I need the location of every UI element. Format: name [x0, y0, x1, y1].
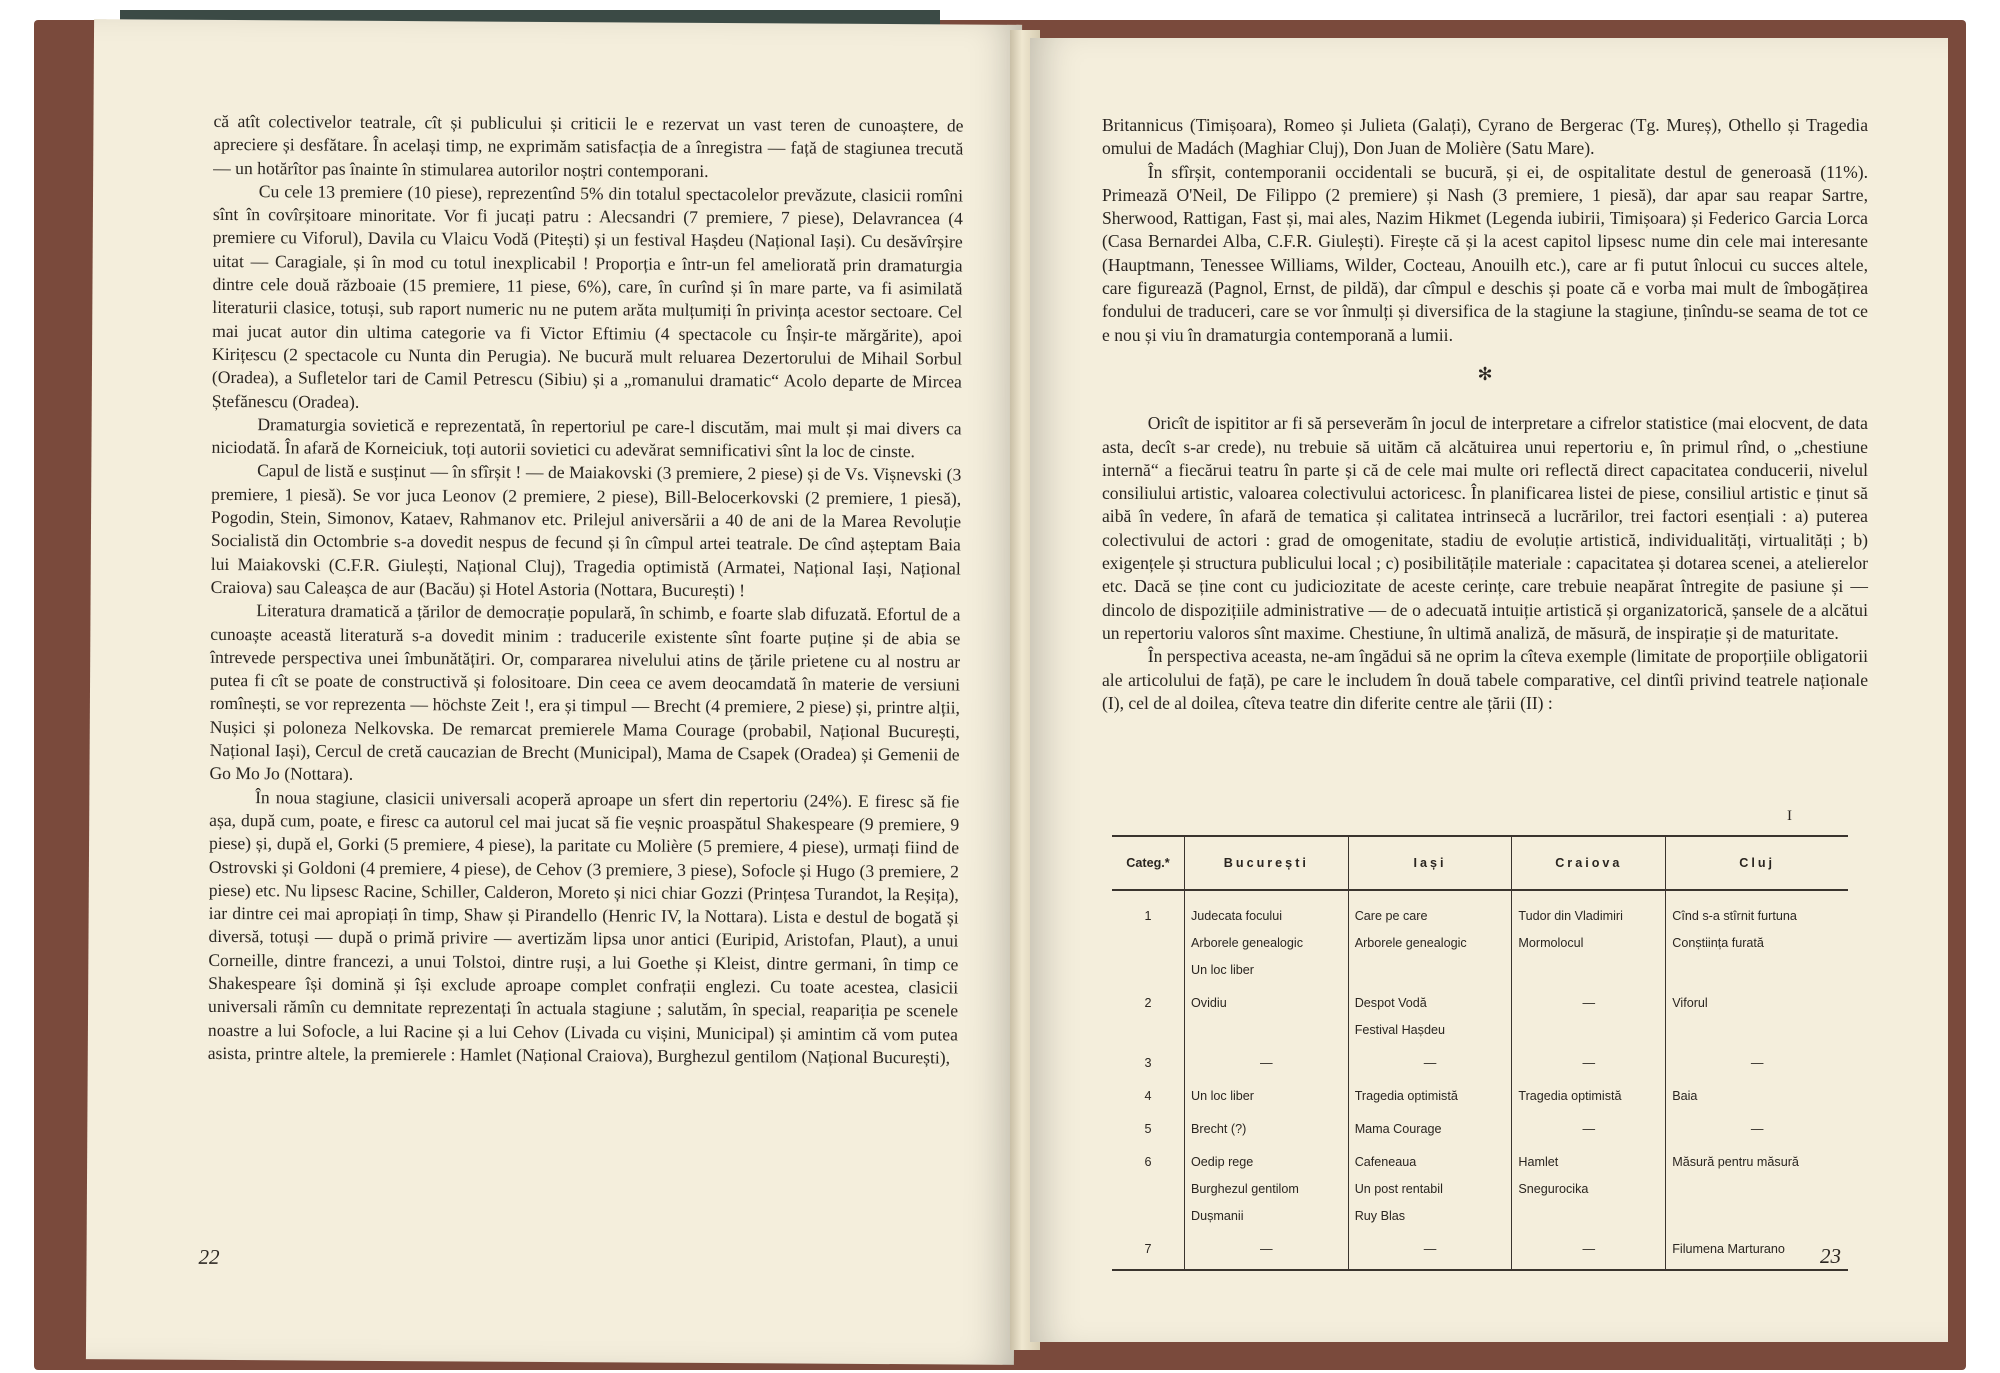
table-cell-line: Brecht (?): [1191, 1122, 1247, 1136]
table-header-cell: Craiova: [1512, 836, 1666, 890]
category-cell: 7: [1112, 1230, 1185, 1270]
table-cell: [1348, 1143, 1512, 1230]
paragraph: În noua stagiune, clasicii universali acoperă aproape un sfert din repertoriu (24%). E firesc să fie așa, după cum, poate, e firesc ca autorul cel mai jucat să fie veșnic proaspătul Shakespeare (9 premiere, 9 piese) și, după el, Gorki (5 premiere, 4 piese), la paritate cu Molière (5 premiere, 4 piese), urmați fiind de Ostrovski și Goldoni (4 premiere, 4 piese), de Cehov (3 premiere, 3 piese), Sofocle și Hugo (3 premiere, 2 piese) etc. Nu lipsesc Racine, Schiller, Calderon, Moreto și nici chiar Gozzi (Prințesa Turandot, la Reșița), iar dintre cei mai apropiați în timp, Shaw și Pirandello (Henric IV, la Nottara). Lista e destul de bogată și diversă, totuși — după o primă privire — avertizăm lipsa unor antici (Euripid, Aristofan, Plaut), a unui Corneille, dintre francezi, a unui Tolstoi, dintre ruși, a lui Goethe și Kleist, dintre germani, în timp ce Shakespeare își domină și își exclude aproape complet confrații englezi. Cu toate acestea, clasicii universali rămîn cu demnitate reprezentați în actuala stagiune ; salutăm, în special, reapariția pe scenele noastre a lui Sofocle, a lui Racine și a lui Cehov (Livada cu vișini, Municipal) și amintim că vom putea asista, printre altele, la premierele : Hamlet (Național Craiova), Burghezul gentilom (Național București),: [207, 786, 960, 1068]
category-cell: 5: [1144, 1122, 1152, 1136]
table-cell-line: Hamlet: [1518, 1155, 1559, 1169]
table-cell: [1185, 1044, 1349, 1077]
table-cell-line: Burghezul gentilom: [1191, 1182, 1299, 1196]
table-cell: [1512, 1044, 1666, 1077]
table-cell-line: —: [1260, 1242, 1273, 1256]
table-cell-line: —: [1423, 1242, 1437, 1256]
table-number: I: [1787, 808, 1792, 824]
paragraph: că atît colectivelor teatrale, cît și publicului și criticii le e rezervat un vast teren de cunoaștere, de apreciere și desfătare. În același timp, ne exprimăm satisfacția de a înregistra — față de stagiunea trecută — un hotărîtor pas înainte în stimularea autorilor noștri contemporani.: [213, 110, 964, 181]
table-cell-line: Filumena Marturano: [1672, 1242, 1785, 1256]
table-cell-line: Festival Hașdeu: [1354, 1023, 1445, 1037]
table-cell-line: Tragedia optimistă: [1354, 1089, 1458, 1103]
table-cell-line: Judecata focului: [1191, 909, 1283, 923]
table-cell-line: Ruy Blas: [1354, 1209, 1406, 1223]
page-number-left: 22: [198, 1244, 220, 1269]
table-cell: [1185, 1077, 1349, 1110]
paragraph: Literatura dramatică a țărilor de democrație populară, în schimb, e foarte slab difuzată. Efortul de a cunoaște această literatură s-a dovedit minim : traducerile existente sînt foarte puține și de abia se întrevede perspectiva unei îmbunătățiri. Or, compararea nivelului atins de țările prietene cu al nostru ar putea fi cît se poate de constructivă și folositoare. Din ceea ce avem deocamdată în materie de versiuni romînești, se vor reprezenta — höchste Zeit !, era și timpul — Brecht (4 premiere, 2 piese) și, printre alții, Nușici și poloneza Nelkovska. De remarcat premierele Mama Courage (probabil, Național București, Național Iași), Cercul de cretă caucazian de Brecht (Municipal), Mama de Csapek (Oradea) și Gemenii de Go Mo Jo (Nottara).: [209, 600, 961, 785]
table-cell-line: Viforul: [1672, 996, 1708, 1010]
table-cell: [1666, 890, 1848, 984]
category-cell: 3: [1144, 1056, 1152, 1070]
table-cell-line: Tragedia optimistă: [1518, 1089, 1622, 1103]
table-cell: [1666, 1077, 1848, 1110]
table-cell-line: Un loc liber: [1191, 1089, 1254, 1103]
paragraph: Oricît de ispititor ar fi să perseverăm în jocul de interpretare a cifrelor statistice (mai elocvent, de data asta, decît s-ar crede), nu trebuie să uităm că alcătuirea unui repertoriu e, în primul rînd, o „chestiune internă“ a fiecărui teatru în parte și că de cele mai multe ori reflectă direct capacitatea conducerii, nivelul consiliului artistic, valoarea colectivului actoricesc. În planificarea listei de piese, consiliul artistic e ținut să aibă în vedere, în afară de tematica și calitatea intrinsecă a lucrărilor, trei factori esențiali : a) puterea colectivului de actori : grad de omogenitate, stadiu de evoluție artistică, individualități, virtualități ; b) exigențele și structura publicului local ; c) posibilitățile materiale : capacitatea și dotarea scenei, a atelierelor etc. Dacă se ține cont cu judiciozitate de aceste cerințe, care trebuie neapărat întregite de pasiune și — dincolo de dispozițiile administrative — de o adecuată intuiție artistică și organizatorică, șansele de a alcătui un repertoriu valoros sînt maxime. Chestiune, în ultimă analiză, de măsură, de inspirație și de maturitate.: [1102, 413, 1868, 643]
table-row: [1112, 890, 1848, 984]
table-row: [1112, 1143, 1848, 1230]
table-cell: [1666, 1110, 1848, 1143]
page-number-right: 23: [1820, 1244, 1841, 1268]
table-cell-line: —: [1582, 1056, 1596, 1070]
table-cell-line: —: [1582, 996, 1596, 1010]
table-cell-line: —: [1260, 1056, 1273, 1070]
paragraph: Britannicus (Timișoara), Romeo și Julieta (Galați), Cyrano de Bergerac (Tg. Mureș), Othello și Tragedia omului de Madách (Maghiar Cluj), Don Juan de Molière (Satu Mare).: [1102, 115, 1868, 159]
table-cell: [1348, 1044, 1512, 1077]
table-cell-line: Un loc liber: [1191, 963, 1254, 977]
table-row: [1112, 984, 1848, 1044]
left-page-text: [208, 110, 964, 1070]
table-cell-line: —: [1423, 1056, 1437, 1070]
table-cell: [1185, 1110, 1349, 1143]
table-cell-line: Mama Courage: [1354, 1122, 1442, 1136]
table-cell: [1185, 984, 1349, 1044]
table-cell-line: Oedip rege: [1191, 1155, 1254, 1169]
category-cell: 2: [1144, 996, 1152, 1010]
paragraph: Cu cele 13 premiere (10 piese), reprezentînd 5% din totalul spectacolelor prevăzute, clasicii romîni sînt în covîrșitoare minoritate. Vor fi jucați patru : Alecsandri (7 premiere, 7 piese), Delavrancea (4 premiere cu Viforul), Davila cu Vlaicu Vodă (Pitești) și un festival Hașdeu (Național Iași). Cu desăvîrșire uitat — Caragiale, și în mod cu totul inexplicabil ! Proporția e într-un fel ameliorată prin dramaturgia dintre cele două războaie (15 premiere, 11 piese, 6%), care, în curînd și în mare parte, va fi asimilată literaturii clasice, totuși, sub raport numeric nu ne putem arăta mulțumiți în privința acestor sectoare. Cel mai jucat autor din ultima categorie va fi Victor Eftimiu (4 spectacole cu Înșir-te mărgărite), apoi Kirițescu (2 spectacole cu Nunta din Perugia). Ne bucură mult reluarea Dezertorului de Mihail Sorbul (Oradea), a Sufletelor tari de Camil Petrescu (Sibiu) și a „romanului dramatic“ Acolo departe de Mircea Ștefănescu (Oradea).: [211, 181, 964, 412]
table-header-cell: București: [1185, 836, 1349, 890]
table-cell-line: Baia: [1672, 1089, 1698, 1103]
table-row: [1112, 1077, 1848, 1110]
table-cell: [1666, 984, 1848, 1044]
table-cell: [1185, 890, 1349, 984]
table-row: [1112, 1044, 1848, 1077]
category-cell: 6: [1144, 1155, 1152, 1169]
paragraph: Dramaturgia sovietică e reprezentată, în repertoriul pe care-l discutăm, mai mult și mai divers ca niciodată. În afară de Korneiciuk, toți autorii sovietici cu adevărat semnificativi sînt la loc de cinste.: [211, 414, 962, 462]
table-cell-line: Cafeneaua: [1354, 1155, 1417, 1169]
table-cell-line: —: [1750, 1056, 1764, 1070]
table-cell: [1666, 1143, 1848, 1230]
table-cell-line: Dușmanii: [1191, 1209, 1244, 1223]
table-cell: [1512, 1230, 1666, 1270]
table-cell: [1348, 890, 1512, 984]
category-cell: 4: [1144, 1089, 1152, 1103]
table-cell-line: Tudor din Vladimiri: [1518, 909, 1623, 923]
table-cell: [1512, 984, 1666, 1044]
table-cell-line: Ovidiu: [1191, 996, 1227, 1010]
left-page: [86, 19, 1022, 1365]
table-cell-line: —: [1582, 1242, 1596, 1256]
right-page: [1030, 38, 1948, 1342]
table-cell-line: Despot Vodă: [1354, 996, 1427, 1010]
table-header-cell: Cluj: [1666, 836, 1848, 890]
table-cell: [1512, 1110, 1666, 1143]
table-cell: [1185, 1230, 1349, 1270]
section-separator: ✻: [1477, 363, 1493, 384]
table-cell-line: Arborele genealogic: [1191, 936, 1304, 950]
table-cell: [1512, 1143, 1666, 1230]
table-cell: [1348, 1110, 1512, 1143]
right-page-text: [1102, 114, 1868, 715]
paragraph: Capul de listă e susținut — în sfîrșit ! — de Maiakovski (3 premiere, 2 piese) și de Vs. Vișnevski (3 premiere, 1 piesă). Se vor juca Leonov (2 premiere, 2 piese), Bill-Belocerkovski (2 premiere, 1 piesă), Pogodin, Stein, Simonov, Kataev, Rahmanov etc. Prilejul aniversării a 40 de ani de la Marea Revoluție Socialistă din Octombrie s-a dovedit nespus de fecund și în cîmpul artei teatrale. De cînd așteptam Baia lui Maiakovski (C.F.R. Giulești, Național Cluj), Tragedia optimistă (Armatei, Național Iași, Național Craiova) sau Caleașca de aur (Bacău) și Hotel Astoria (Nottara, București) !: [210, 460, 962, 601]
table-body: [1112, 890, 1848, 1270]
paragraph: În sfîrșit, contemporanii occidentali se bucură, și ei, de ospitalitate destul de generoasă (11%). Primează O'Neil, De Filippo (2 premiere) și Nash (3 premiere, 1 piesă), dar apar sau reapar Sartre, Sherwood, Rattigan, Fast și, mai ales, Nazim Hikmet (Legenda iubirii, Timișoara) și Federico Garcia Lorca (Casa Bernardei Alba, C.F.R. Giulești). Firește că și la acest capitol lipsesc nume din cele mai interesante (Hauptmann, Tenessee Williams, Wilder, Cocteau, Anouilh etc.), care ar fi putut înlocui cu succes altele, care figurează (Pagnol, Ernst, de pildă), dar cîmpul e deschis și poate că e vorba mai mult de îmbogățirea fondului de traduceri, care se vor înmulți și diversifica de la stagiune la stagiune, ținîndu-se seama de tot ce e nou și viu în dramaturgia contemporană a lumii.: [1102, 161, 1868, 345]
table-cell: [1512, 890, 1666, 984]
table-cell: [1348, 1230, 1512, 1270]
category-cell: 1: [1144, 909, 1152, 923]
table-cell-line: Măsură pentru măsură: [1672, 1155, 1799, 1169]
paragraph: În perspectiva aceasta, ne-am îngădui să ne oprim la cîteva exemple (limitate de proporțiile obligatorii ale articolului de față), pe care le includem în două tabele comparative, cel dintîi privind teatrele naționale (I), cel de al doilea, cîteva teatre din diferite centre ale țării (II) :: [1102, 646, 1868, 713]
table-header-row: [1112, 836, 1848, 890]
table-cell-line: —: [1750, 1122, 1764, 1136]
table-cell-line: Snegurocika: [1518, 1182, 1589, 1196]
repertoire-table: [1112, 835, 1848, 1271]
table-cell: [1512, 1077, 1666, 1110]
table-cell-line: Care pe care: [1354, 909, 1428, 923]
table-cell-line: Conștiința furată: [1672, 936, 1764, 950]
table-row: [1112, 1110, 1848, 1143]
table-row: [1112, 1230, 1848, 1270]
table-cell-line: —: [1582, 1122, 1596, 1136]
table-cell-line: Arborele genealogic: [1354, 936, 1467, 950]
table-cell-line: Cînd s-a stîrnit furtuna: [1672, 909, 1797, 923]
table-cell: [1348, 984, 1512, 1044]
table-cell-line: Un post rentabil: [1354, 1182, 1443, 1196]
table-cell: [1348, 1077, 1512, 1110]
table-cell: [1185, 1143, 1349, 1230]
table-header-cell: Iași: [1348, 836, 1512, 890]
table-cell: [1666, 1044, 1848, 1077]
table-cell-line: Mormolocul: [1518, 936, 1584, 950]
table-header-cell: Categ.*: [1112, 836, 1185, 890]
